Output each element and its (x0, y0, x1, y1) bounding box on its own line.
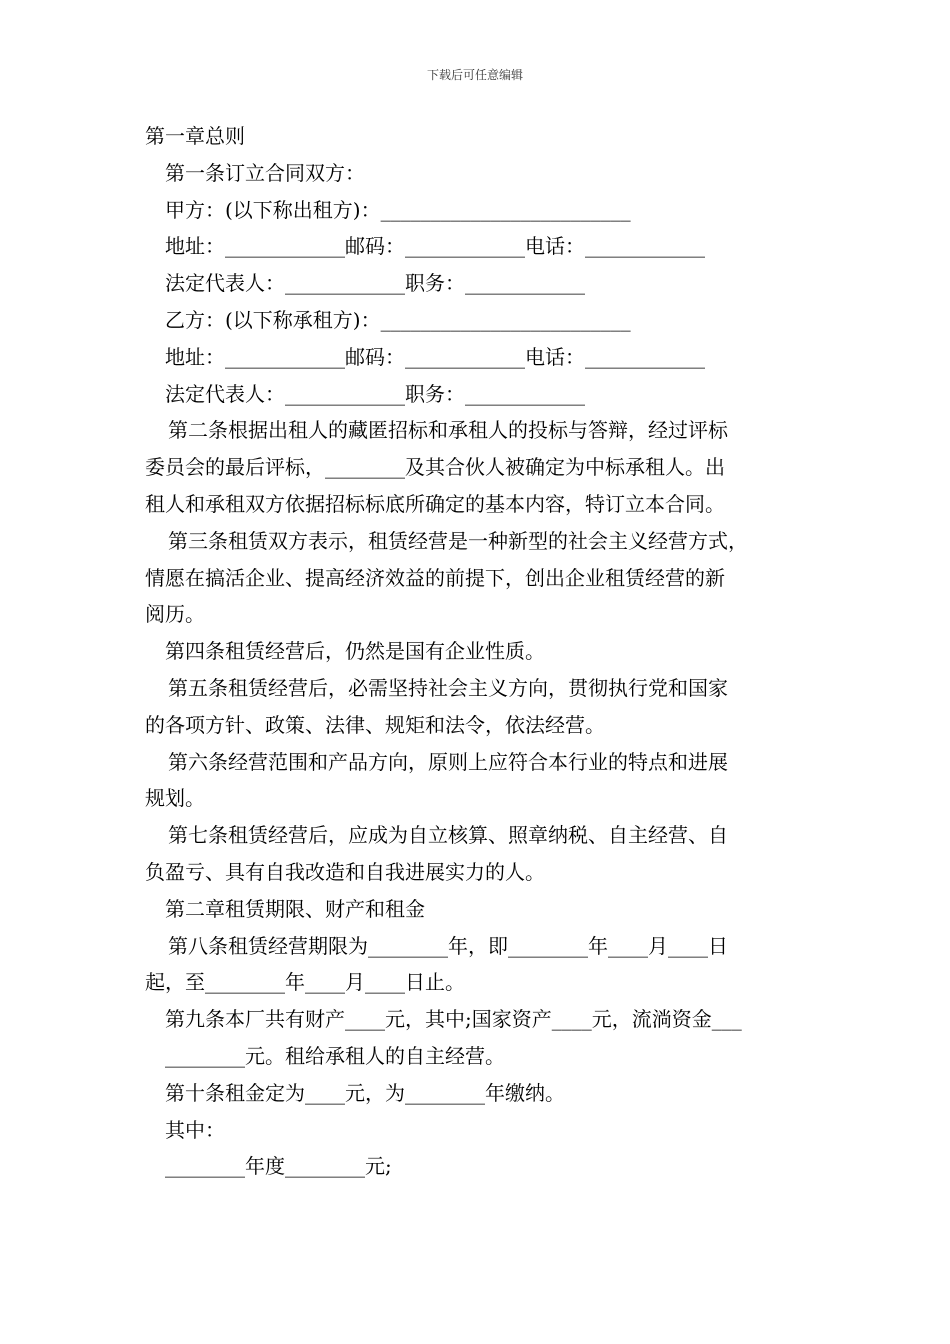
paragraph-line: 第四条租赁经营后，仍然是国有企业性质。 (165, 639, 545, 664)
party-a-address-line: 地址：____________邮码：____________电话：____________ (165, 234, 705, 259)
chapter-heading: 第一章总则 (145, 124, 245, 148)
chapter-heading: 第二章租赁期限、财产和租金 (165, 896, 425, 921)
paragraph-line: 情愿在搞活企业、提高经济效益的前提下，创出企业租赁经营的新 (145, 565, 725, 590)
paragraph-line: 第五条租赁经营后，必需坚持社会主义方向，贯彻执行党和国家 (168, 675, 728, 700)
header-note: 下载后可任意编辑 (426, 68, 523, 82)
party-b-line: 乙方：(以下称承租方)：_________________________ (165, 307, 631, 332)
article-line: 第一条订立合同双方： (165, 160, 365, 185)
party-a-representative-line: 法定代表人：____________职务：____________ (165, 271, 585, 296)
paragraph-line: 其中： (165, 1117, 225, 1142)
paragraph-line: 委员会的最后评标，________及其合伙人被确定为中标承租人。出 (145, 455, 725, 480)
paragraph-line: 第十条租金定为____元，为________年缴纳。 (165, 1080, 565, 1105)
paragraph-line: 第三条租赁双方表示，租赁经营是一种新型的社会主义经营方式， (168, 528, 748, 553)
paragraph-line: 租人和承租双方依据招标标底所确定的基本内容，特订立本合同。 (145, 491, 725, 516)
paragraph-line: 第八条租赁经营期限为________年，即________年____月____日 (168, 933, 728, 958)
paragraph-line: 规划。 (145, 786, 205, 811)
party-b-address-line: 地址：____________邮码：____________电话：____________ (165, 344, 705, 369)
party-a-line: 甲方：(以下称出租方)：_________________________ (165, 197, 631, 222)
paragraph-line: 第六条经营范围和产品方向，原则上应符合本行业的特点和进展 (168, 749, 728, 774)
paragraph-line: 阅历。 (145, 602, 205, 627)
paragraph-line: ________年度________元; (165, 1154, 392, 1179)
paragraph-line: 第九条本厂共有财产____元，其中;国家资产____元，流淌资金___ (165, 1007, 742, 1032)
paragraph-line: 起，至________年____月____日止。 (145, 970, 465, 995)
paragraph-line: ________元。租给承租人的自主经营。 (165, 1043, 505, 1068)
party-b-representative-line: 法定代表人：____________职务：____________ (165, 381, 585, 406)
paragraph-line: 的各项方针、政策、法律、规矩和法令，依法经营。 (145, 712, 605, 737)
paragraph-line: 第七条租赁经营后，应成为自立核算、照章纳税、自主经营、自 (168, 823, 728, 848)
paragraph-line: 负盈亏、具有自我改造和自我进展实力的人。 (145, 859, 545, 884)
document-body (145, 118, 815, 1185)
paragraph-line: 第二条根据出租人的藏匿招标和承租人的投标与答辩，经过评标 (168, 418, 728, 443)
